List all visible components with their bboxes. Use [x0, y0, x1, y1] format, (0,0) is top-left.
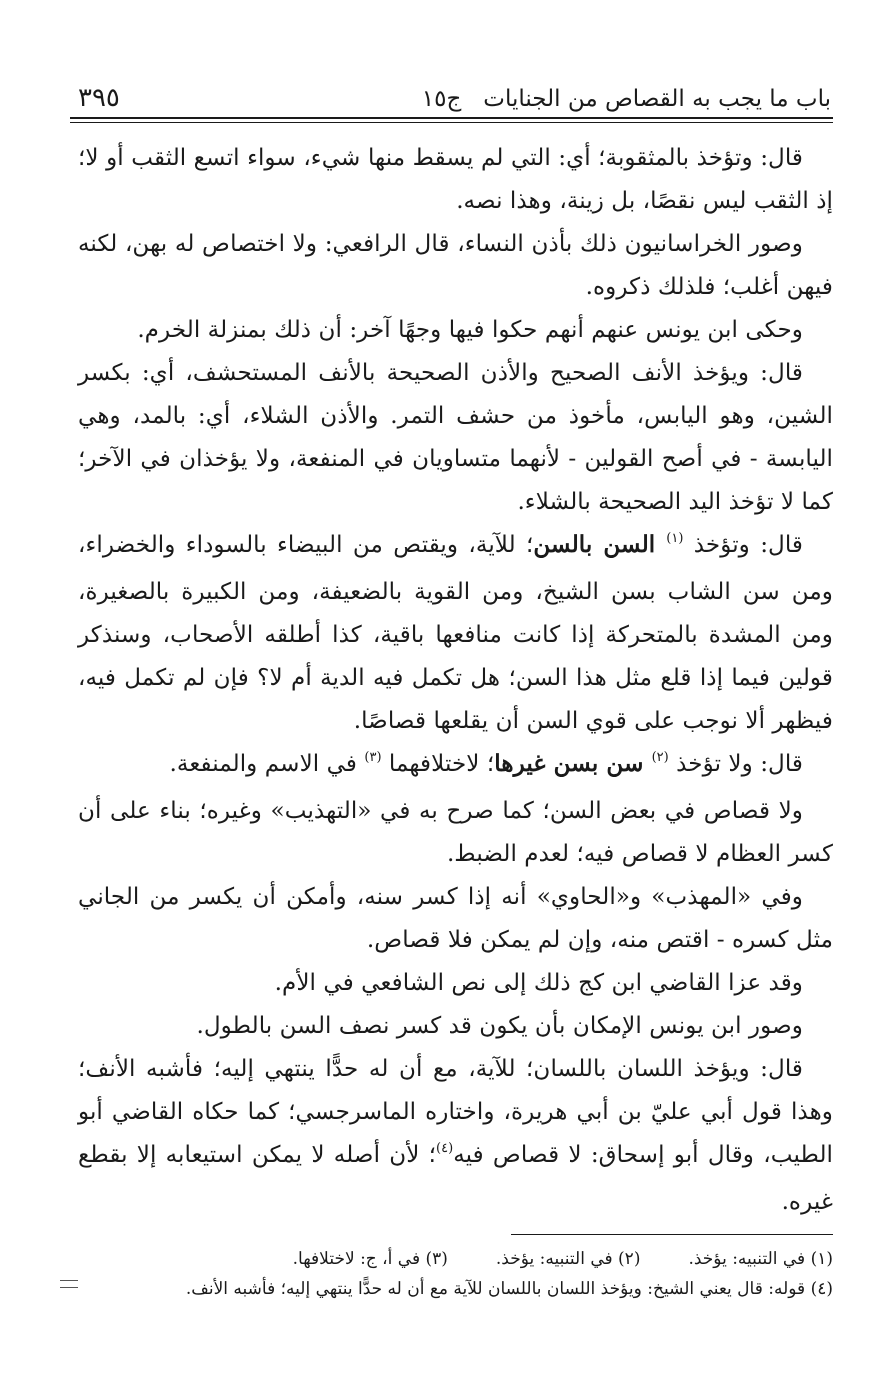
paragraph	[78, 136, 833, 222]
paragraph	[78, 1004, 833, 1047]
header-rule-thin	[70, 122, 833, 123]
footnote-ref: (٢)	[651, 750, 669, 765]
paragraph-text: وحكى ابن يونس عنهم أنهم حكوا فيها وجهًا آخر: أن ذلك بمنزلة الخرم.	[137, 316, 803, 343]
paragraph-text: ؛ للآية، ويقتص من البيضاء بالسوداء والخضراء، ومن سن الشاب بسن الشيخ، ومن القوية بالضعيفة، ومن الكبيرة بالصغيرة، ومن المشدة بالمتحركة إذا كانت منافعها باقية، كذا أطلقه الأصحاب، وسنذكر قولين فيما إذا قلع مثل هذا السن؛ هل تكمل فيه الدية أم لا؟ فإن لم تكمل فيه، فيظهر ألا نوجب على قوي السن أن يقلعها قصاصًا.	[78, 531, 833, 734]
header-rule-thick	[70, 117, 833, 119]
paragraph	[78, 222, 833, 308]
chapter-title: باب ما يجب به القصاص من الجنايات	[483, 86, 831, 113]
paragraph-text: وصور الخراسانيون ذلك بأذن النساء، قال الرافعي: ولا اختصاص له بهن، لكنه فيهن أغلب؛ فلذلك ذكروه.	[78, 230, 833, 300]
volume-label: ج١٥	[421, 86, 462, 113]
footnote-separator	[511, 1234, 833, 1235]
paragraph-text: ولا قصاص في بعض السن؛ كما صرح به في «التهذيب» وغيره؛ بناء على أن كسر العظام لا قصاص فيه؛ لعدم الضبط.	[78, 797, 833, 867]
footnote-3: (٣) في أ، ج: لاختلافها.	[292, 1249, 448, 1269]
paragraph	[78, 523, 833, 742]
paragraph	[78, 1047, 833, 1223]
emphasized-text: السن بالسن	[533, 531, 667, 558]
emphasized-text: سن بسن غيرها	[494, 750, 652, 777]
paragraph	[78, 789, 833, 875]
paragraph	[78, 351, 833, 523]
footnote-4: (٤) قوله: قال يعني الشيخ: ويؤخذ اللسان باللسان للآية مع أن له حدًّا ينتهي إليه؛ فأشبه الأنف.	[185, 1279, 833, 1299]
footnote-1: (١) في التنبيه: يؤخذ.	[688, 1249, 833, 1269]
footnote-ref: (٤)	[436, 1141, 454, 1156]
paragraph-text: قال: ولا تؤخذ	[668, 750, 803, 777]
paragraph-text: قال: وتؤخذ بالمثقوبة؛ أي: التي لم يسقط منها شيء، سواء اتسع الثقب أو لا؛ إذ الثقب ليس نقصًا، بل زينة، وهذا نصه.	[78, 144, 833, 214]
paragraph-text: في الاسم والمنفعة.	[169, 750, 365, 777]
footnote-row	[130, 1244, 833, 1274]
paragraph-text: وقد عزا القاضي ابن كج ذلك إلى نص الشافعي في الأم.	[274, 969, 803, 996]
paragraph-text: ؛ لأن أصله لا يمكن استيعابه إلا بقطع غيره.	[78, 1141, 833, 1215]
paragraph	[78, 961, 833, 1004]
footnotes	[130, 1244, 833, 1304]
margin-mark	[60, 1280, 78, 1288]
paragraph-text: وصور ابن يونس الإمكان بأن يكون قد كسر نصف السن بالطول.	[196, 1012, 803, 1039]
footnote-ref: (١)	[666, 531, 684, 546]
main-text	[78, 136, 833, 1223]
footnote-ref: (٣)	[364, 750, 382, 765]
paragraph-text: وفي «المهذب» و«الحاوي» أنه إذا كسر سنه، وأمكن أن يكسر من الجاني مثل كسره - اقتص منه، وإن لم يمكن فلا قصاص.	[78, 883, 833, 953]
paragraph	[78, 308, 833, 351]
footnote-2: (٢) في التنبيه: يؤخذ.	[495, 1249, 641, 1269]
running-header	[78, 62, 831, 114]
paragraph-text: قال: ويؤخذ اللسان باللسان؛ للآية، مع أن له حدًّا ينتهي إليه؛ فأشبه الأنف؛ وهذا قول أبي عليّ بن أبي هريرة، واختاره الماسرجسي؛ كما حكاه القاضي أبو الطيب، وقال أبو إسحاق: لا قصاص فيه	[78, 1055, 833, 1168]
paragraph-text: ؛ لاختلافهما	[381, 750, 495, 777]
paragraph	[78, 875, 833, 961]
paragraph-text: قال: ويؤخذ الأنف الصحيح والأذن الصحيحة بالأنف المستحشف، أي: بكسر الشين، وهو اليابس، مأخوذ من حشف التمر. والأذن الشلاء، أي: بالمد، وهي اليابسة - في أصح القولين - لأنهما متساويان في المنفعة، ولا يؤخذان في الآخر؛ كما لا تؤخذ اليد الصحيحة بالشلاء.	[78, 359, 833, 515]
paragraph	[78, 742, 833, 789]
paragraph-text: قال: وتؤخذ	[683, 531, 804, 558]
header-title-group	[422, 86, 831, 114]
page-number: ٣٩٥	[78, 82, 120, 113]
